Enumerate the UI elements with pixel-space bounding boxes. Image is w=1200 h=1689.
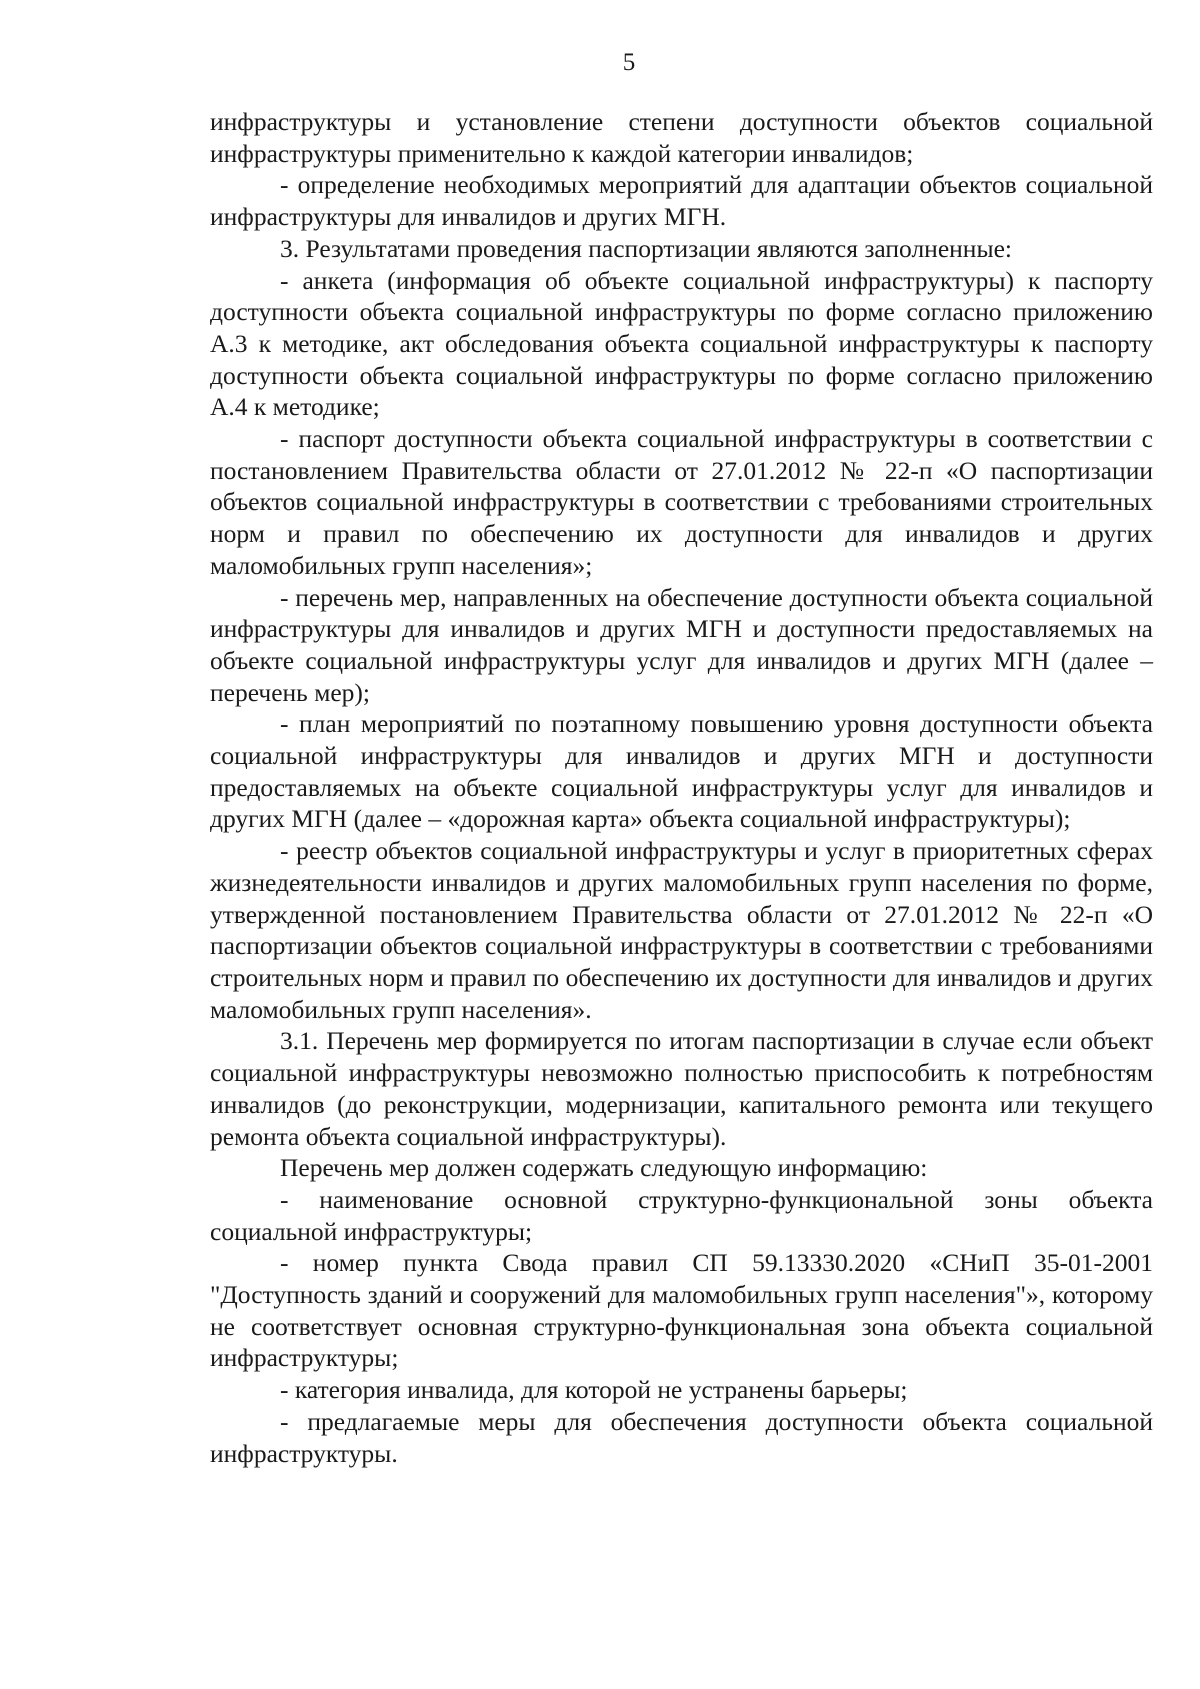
paragraph-list-item: - паспорт доступности объекта социальной инфраструктуры в соответствии с постановлением Правительства области от 27.01.2012 № 22-п «О паспортизации объектов социальной инфраструктуры в соответствии с требованиями строительных норм и правил по обеспечению их доступности для инвалидов и других маломобильных групп населения»;	[210, 424, 1153, 580]
paragraph-section-3-1: 3.1. Перечень мер формируется по итогам паспортизации в случае если объект социальной инфраструктуры невозможно полностью приспособить к потребностям инвалидов (до реконструкции, модернизации, капитального ремонта или текущего ремонта объекта социальной инфраструктуры).	[210, 1026, 1153, 1151]
paragraph-list-item: - перечень мер, направленных на обеспечение доступности объекта социальной инфраструктуры для инвалидов и других МГН и доступности предоставляемых на объекте социальной инфраструктуры услуг для инвалидов и других МГН (далее – перечень мер);	[210, 582, 1153, 707]
paragraph-list-item: - реестр объектов социальной инфраструктуры и услуг в приоритетных сферах жизнедеятельности инвалидов и других маломобильных групп населения по форме, утвержденной постановлением Правительства области от 27.01.2012 № 22-п «О паспортизации объектов социальной инфраструктуры в соответствии с требованиями строительных норм и правил по обеспечению их доступности для инвалидов и других маломобильных групп населения».	[210, 836, 1153, 1024]
paragraph-list-item: - анкета (информация об объекте социальной инфраструктуры) к паспорту доступности объекта социальной инфраструктуры по форме согласно приложению А.3 к методике, акт обследования объекта социальной инфраструктуры к паспорту доступности объекта социальной инфраструктуры по форме согласно приложению А.4 к методике;	[210, 265, 1153, 422]
page-number: 5	[622, 49, 636, 76]
paragraph-list-item: - предлагаемые меры для обеспечения доступности объекта социальной инфраструктуры.	[210, 1406, 1153, 1468]
paragraph-list-item: - наименование основной структурно-функциональной зоны объекта социальной инфраструктуры;	[210, 1184, 1153, 1246]
paragraph-continuation: инфраструктуры и установление степени доступности объектов социальной инфраструктуры применительно к каждой категории инвалидов;	[210, 107, 1153, 168]
paragraph-list-item: - план мероприятий по поэтапному повышению уровня доступности объекта социальной инфраструктуры для инвалидов и других МГН и доступности предоставляемых на объекте социальной инфраструктуры услуг для инвалидов и других МГН (далее – «дорожная карта» объекта социальной инфраструктуры);	[210, 709, 1153, 834]
document-body	[210, 106, 1153, 1469]
paragraph-list-item: - номер пункта Свода правил СП 59.13330.2020 «СНиП 35-01-2001 "Доступность зданий и сооружений для маломобильных групп населения"», которому не соответствует основная структурно-функциональная зона объекта социальной инфраструктуры;	[210, 1248, 1153, 1373]
paragraph-section-3: 3. Результатами проведения паспортизации являются заполненные:	[280, 233, 1012, 263]
paragraph-list-item: - определение необходимых мероприятий для адаптации объектов социальной инфраструктуры для инвалидов и других МГН.	[210, 170, 1153, 232]
paragraph-intro: Перечень мер должен содержать следующую информацию:	[280, 1153, 928, 1183]
paragraph-list-item: - категория инвалида, для которой не устранены барьеры;	[280, 1375, 908, 1405]
